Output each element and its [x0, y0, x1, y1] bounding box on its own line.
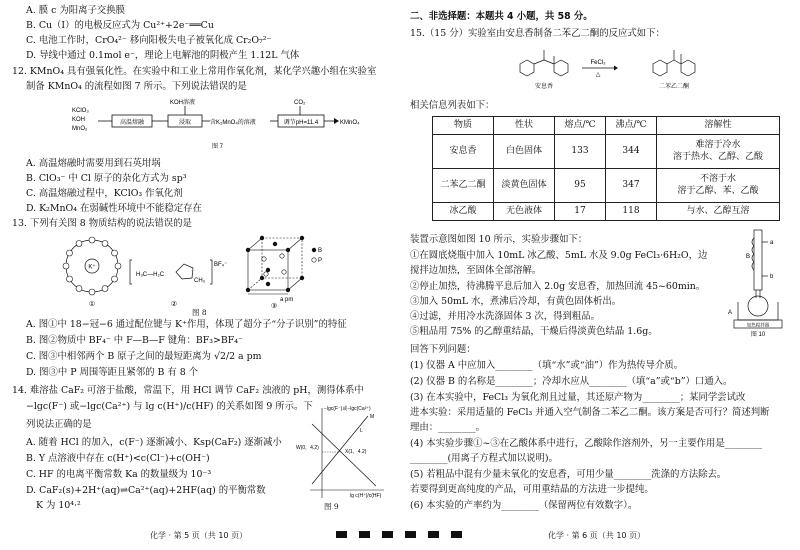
figure-7-flowchart	[72, 96, 372, 154]
right-page	[410, 0, 790, 550]
fig8-methyl-group: CH₃	[194, 278, 206, 284]
fig8-legend-b: B	[318, 248, 323, 254]
table-cell: 118	[606, 203, 657, 221]
fig9-point-w: W(0，4.2)	[296, 445, 319, 451]
table-row	[433, 135, 780, 169]
table-header: 性状	[494, 117, 555, 135]
table-cell: 133	[555, 135, 606, 169]
procedure-step-4: ④过滤，并用冷水洗涤固体 3 次，得到粗品。	[410, 311, 601, 322]
fig7-input-mno2: MnO₂	[72, 126, 88, 132]
q14-stem-line1: 14. 难溶盐 CaF₂ 可溶于盐酸，常温下，用 HCl 调节 CaF₂ 浊液的 pH，测得体系中	[12, 385, 364, 396]
table-cell: 17	[555, 203, 606, 221]
procedure-step-1b: 搅拌边加热，至固体全部溶解。	[410, 265, 542, 276]
table-cell	[657, 135, 780, 169]
table-cell: 347	[606, 169, 657, 203]
fig9-line-m-label: M	[370, 414, 375, 420]
fig7-box-ph: 调节pH=11.4	[283, 120, 319, 126]
left-page-footer: 化学 · 第 5 页（共 10 页）	[150, 531, 248, 540]
q14-option-c: C. HF 的电离平衡常数 Ka 的数量级为 10⁻³	[26, 469, 212, 480]
table-cell: 344	[606, 135, 657, 169]
fig8-ethyl-group: H₃C—H₂C	[136, 272, 165, 278]
q13-option-c: C. 图③中相邻两个 B 原子之间的最短距离为 √2/2 a pm	[26, 351, 262, 362]
question-3-line1: (3) 在本实验中，FeCl₃ 为氧化剂且过量，其还原产物为________；某同学尝试改	[410, 392, 746, 403]
procedure-step-2: ②停止加热，待沸腾平息后加入 2.0g 安息香，加热回流 45~60min。	[410, 281, 706, 292]
fig7-k2mno4-solution: 含K₂MnO₄的溶液	[210, 120, 256, 126]
q11-option-c: C. 电池工作时，CrO₄²⁻ 移向阳极失电子被氧化成 Cr₂O₇²⁻	[26, 35, 272, 46]
q12-option-d: D. K₂MnO₄ 在弱碱性环境中不能稳定存在	[26, 203, 202, 214]
fig9-line-l	[312, 424, 376, 486]
table-intro: 相关信息列表如下：	[410, 100, 495, 111]
table-cell: 白色固体	[494, 135, 555, 169]
solubility-line: 不溶于水	[699, 173, 736, 184]
fig8-label-2: ②	[170, 301, 178, 308]
question-5-line2: 若要得到更高纯度的产品，可用重结晶的方法进一步提纯。	[410, 484, 654, 495]
fig8-k-ion: K⁺	[88, 264, 96, 271]
q12-option-b: B. ClO₃⁻ 中 Cl 原子的杂化方式为 sp³	[26, 173, 187, 184]
procedure-step-5: ⑤粗品用 75% 的乙醇重结晶，干燥后得淡黄色结晶 1.6g。	[410, 326, 658, 337]
question-3-line2: 进本实验：采用适量的 FeCl₃ 并通入空气制备二苯乙二酮。该方案是否可行？简述判断	[410, 407, 770, 418]
properties-table	[432, 116, 780, 221]
q12-option-a: A. 高温熔融时需要用到石英坩埚	[26, 158, 161, 169]
q13-option-a: A. 图①中 18−冠−6 通过配位键与 K⁺作用，体现了超分子“分子识别”的特征	[26, 319, 347, 330]
fig8-legend-p: P	[318, 258, 323, 264]
fig10-label-b-port: b	[770, 274, 774, 280]
fig7-output-kmno4: KMnO₄	[340, 120, 360, 126]
q13-option-d: D. 图③中 P 周围等距且紧邻的 B 有 8 个	[26, 367, 199, 378]
q14-stem-line3: 列说法正确的是	[26, 419, 92, 430]
fig8-bf4-anion: BF₄⁻	[214, 262, 228, 268]
q13-option-b: B. 图②物质中 BF₄⁻ 中 F—B—F 键角：BF₃>BF₄⁻	[26, 335, 244, 346]
table-row	[433, 203, 780, 221]
reactant-name: 安息香	[534, 84, 554, 90]
table-cell: 二苯乙二酮	[433, 169, 494, 203]
q14-stem-line2: −lgc(F⁻) 或−lgc(Ca²⁺) 与 lg c(H⁺)/c(HF) 的关系如图 9 所示。下	[26, 401, 313, 412]
fig9-caption: 图 9	[324, 502, 339, 511]
table-cell	[657, 169, 780, 203]
table-header: 沸点/℃	[606, 117, 657, 135]
q11-option-a: A. 膜 c 为阳离子交换膜	[26, 5, 125, 16]
procedure-step-1a: ①在圆底烧瓶中加入 10mL 冰乙酸、5mL 水及 9.0g FeCl₃·6H₂O，边	[410, 250, 708, 261]
table-cell: 无色液体	[494, 203, 555, 221]
fig9-point-x: X(1，4.2)	[345, 449, 367, 455]
fig7-box-leach: 浸取	[178, 120, 192, 126]
fig7-input-kclo3: KClO₃	[72, 108, 89, 114]
table-cell: 安息香	[433, 135, 494, 169]
fig9-y-label: −lgc(F⁻)或−lgc(Ca²⁺)	[324, 406, 371, 412]
product-name: 二苯乙二酮	[658, 84, 690, 90]
fig9-x-label: lg c(H⁺)/c(HF)	[350, 493, 382, 499]
left-page	[12, 0, 390, 550]
fig7-co2: CO₂	[294, 100, 306, 106]
fig7-input-koh: KOH	[72, 117, 86, 123]
q11-option-d: D. 导线中通过 0.1mol e⁻，理论上电解池的阴极产生 1.12L 气体	[26, 50, 300, 61]
question-4-line2: ________(用离子方程式加以说明)。	[410, 453, 558, 464]
fig10-label-b: B	[746, 254, 751, 260]
section-heading: 二、非选择题：本题共 4 小题，共 58 分。	[410, 11, 593, 22]
table-cell: 与水、乙醇互溶	[657, 203, 780, 221]
figure-8-structures	[52, 232, 352, 312]
solubility-line: 溶于乙醇、苯、乙酸	[677, 185, 759, 196]
table-cell: 淡黄色固体	[494, 169, 555, 203]
q11-option-b: B. Cu（Ⅰ）的电极反应式为 Cu²⁺+2e⁻══Cu	[26, 20, 214, 31]
solubility-line: 溶于热水、乙醇、乙酸	[672, 151, 763, 162]
reaction-condition: △	[595, 72, 601, 78]
fig7-caption: 图 7	[212, 144, 224, 150]
q13-stem: 13. 下列有关图 8 物质结构的说法错误的是	[12, 218, 192, 229]
q12-option-c: C. 高温熔融过程中，KClO₃ 作氧化剂	[26, 188, 183, 199]
q15-stem: 15.（15 分）实验室由安息香制备二苯乙二酮的反应式如下：	[410, 28, 665, 39]
q15-reaction-scheme	[510, 44, 710, 96]
fig7-box-melt: 高温熔融	[119, 120, 145, 126]
fig8-caption: 图 8	[192, 308, 207, 317]
fig10-label-a-bath: A	[728, 310, 733, 316]
question-1: (1) 仪器 A 中应加入________（填“水”或“油”）作为热传导介质。	[410, 360, 684, 371]
figure-9-graph	[288, 402, 388, 502]
table-header-row	[433, 117, 780, 135]
table-cell: 95	[555, 169, 606, 203]
question-6: (6) 本实验的产率约为________（保留两位有效数字）。	[410, 500, 638, 511]
question-4-line1: (4) 本实验步骤①~③在乙酸体系中进行，乙酸除作溶剂外，另一主要作用是________	[410, 438, 763, 449]
table-header: 熔点/℃	[555, 117, 606, 135]
reaction-reagent: FeCl₃	[590, 60, 606, 66]
fig10-label-a: a	[770, 240, 774, 246]
fig8-label-1: ①	[88, 301, 96, 308]
fig8-edge-length: a pm	[280, 297, 294, 303]
question-3-line3: 理由：________。	[410, 422, 486, 433]
right-page-footer: 化学 · 第 6 页（共 10 页）	[548, 531, 646, 540]
q14-option-b: B. Y 点溶液中存在 c(H⁺)<c(Cl⁻)+c(OH⁻)	[26, 453, 210, 464]
table-row	[433, 169, 780, 203]
solubility-line: 难溶于冷水	[695, 139, 741, 150]
procedure-step-3: ③加入 50mL 水，煮沸后冷却，有黄色固体析出。	[410, 296, 622, 307]
question-5-line1: (5) 若粗品中混有少量未氧化的安息香，可用少量________洗涤的方法除去。	[410, 469, 727, 480]
fig7-koh-solution: KOH溶液	[170, 100, 196, 106]
q14-option-d-line1: D. CaF₂(s)+2H⁺(aq)⇌Ca²⁺(aq)+2HF(aq) 的平衡常数	[26, 485, 266, 496]
fig9-line-l-label: L	[360, 428, 363, 434]
procedure-intro: 装置示意图如图 10 所示，实验步骤如下：	[410, 234, 588, 245]
q14-option-a: A. 随着 HCl 的加入，c(F⁻) 逐渐减小、Ksp(CaF₂) 逐渐减小	[26, 437, 282, 448]
figure-10-apparatus	[726, 228, 788, 338]
q14-option-d-line2: K 为 10⁴·²	[36, 500, 81, 511]
q12-stem-line2: 制备 KMnO₄ 的流程如图 7 所示。下列说法错误的是	[26, 81, 247, 92]
table-cell: 冰乙酸	[433, 203, 494, 221]
fig10-stirrer: 加热搅拌器	[746, 322, 770, 328]
q12-stem-line1: 12. KMnO₄ 具有强氧化性。在实验中和工业上常用作氧化剂，某化学兴趣小组在实验室	[12, 66, 377, 77]
answer-prompt: 回答下列问题：	[410, 344, 476, 355]
fig8-label-3: ③	[270, 303, 278, 310]
question-2: (2) 仪器 B 的名称是________；冷却水应从________（填“a”或“b”）口通入。	[410, 376, 733, 387]
table-header: 物质	[433, 117, 494, 135]
fig10-caption: 图 10	[750, 332, 766, 338]
table-header: 溶解性	[657, 117, 780, 135]
